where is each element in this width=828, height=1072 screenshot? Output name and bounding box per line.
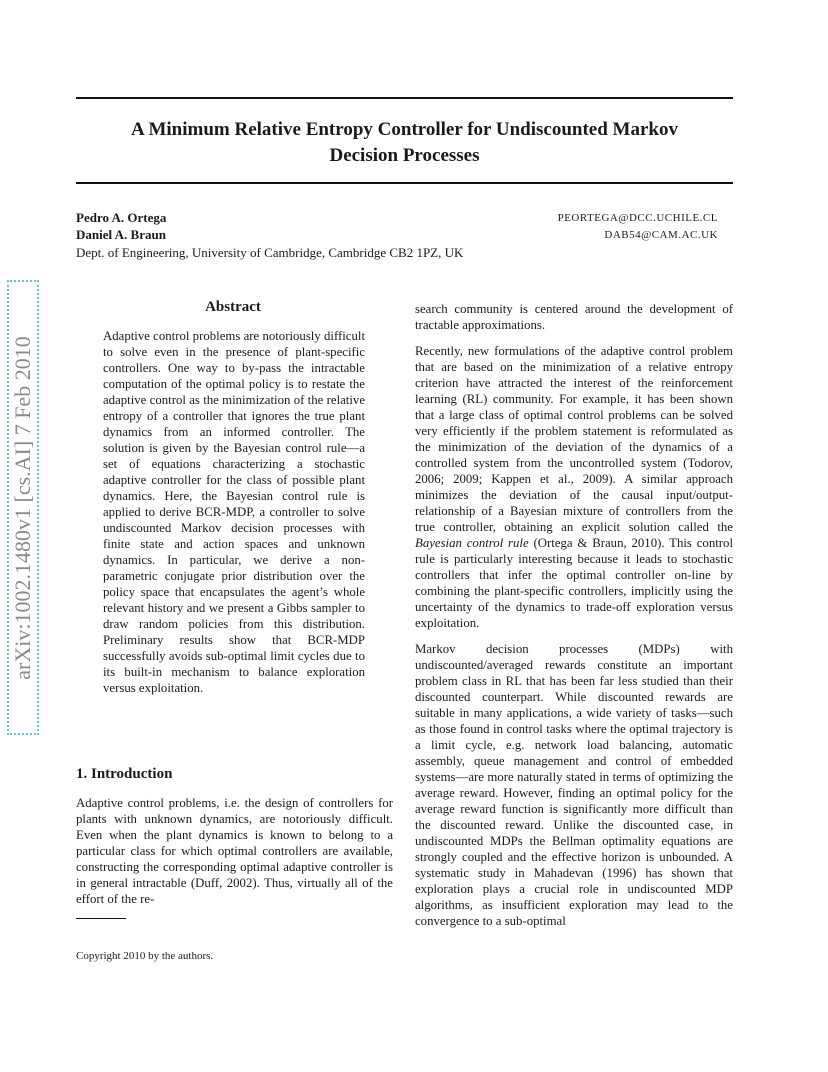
- introduction-paragraph-2: [415, 343, 733, 631]
- arxiv-stamp-text: arXiv:1002.1480v1 [cs.AI] 7 Feb 2010: [10, 335, 35, 680]
- paper-title: [76, 117, 733, 169]
- affiliation: Dept. of Engineering, University of Cambridge, Cambridge CB2 1PZ, UK: [76, 245, 464, 260]
- author-name-2: Daniel A. Braun: [76, 227, 166, 242]
- title-bottom-rule: [76, 182, 733, 184]
- paragraph-2-text-b: (Ortega & Braun, 2010). This control rule is particularly interesting because it leads to stochastic controllers that infer the optimal controller on-line by combining the plant-specific controllers, implicitly using the uncertainty of the dynamics to trade-off exploration versus exploitation.: [415, 536, 733, 630]
- bayesian-control-rule-term: Bayesian control rule: [415, 536, 529, 550]
- section-heading-introduction: 1. Introduction: [76, 766, 173, 782]
- introduction-paragraph-3: Markov decision processes (MDPs) with undiscounted/averaged rewards constitute an important problem class in RL that has been far less studied than their discounted counterpart. While discounted rewards are suitable in many applications, a wide variety of tasks—such as those found in control tasks where the optimal trajectory is a limit cycle, e.g. network load balancing, automatic assembly, queue management and control of embedded systems—are more naturally stated in terms of optimizing the average reward. However, finding an optimal policy for the average reward function is significantly more difficult than the discounted reward. Unlike the discounted case, in undiscounted MDPs the Bellman optimality equations are strongly coupled and the effective horizon is unbounded. A systematic study in Mahadevan (1996) has shown that exploration plays a crucial role in undiscounted MDP algorithms, as insufficient exploration may lead to the convergence to a sub-optimal: [415, 642, 733, 928]
- author-email-1: PEORTEGA@DCC.UCHILE.CL: [557, 212, 718, 224]
- abstract-heading: Abstract: [205, 299, 261, 315]
- introduction-left-column: [76, 795, 393, 917]
- author-email-2: DAB54@CAM.AC.UK: [604, 229, 718, 241]
- abstract-paragraph: Adaptive control problems are notoriously difficult to solve even in the presence of plant-specific controllers. One way to by-pass the intractable computation of the optimal policy is to restate the adaptive control as the minimization of the relative entropy of a controller that ignores the true plant dynamics from an informed controller. The solution is given by the Bayesian control rule—a set of equations characterizing a stochastic adaptive controller for the class of possible plant dynamics. Here, the Bayesian control rule is applied to derive BCR-MDP, a controller to solve undiscounted Markov decision processes with finite state and action spaces and unknown dynamics. In particular, we derive a non-parametric conjugate prior distribution over the policy space that encapsulates the agent’s whole relevant history and we present a Gibbs sampler to draw random policies from this distribution. Preliminary results show that BCR-MDP successfully avoids sub-optimal limit cycles due to its built-in mechanism to balance exploration versus exploitation.: [103, 329, 365, 695]
- paragraph-2-text-a: Recently, new formulations of the adaptive control problem that are based on the minimization of a relative entropy criterion have attracted the interest of the reinforcement learning (RL) community. For example, it has been shown that a large class of optimal control problems can be solved very efficiently if the problem statement is reformulated as the minimization of the deviation of the dynamics of a controlled system from the uncontrolled system (Todorov, 2006; 2009; Kappen et al., 2009). A similar approach minimizes the deviation of the causal input/output-relationship of a Bayesian mixture of controllers from the true controller, obtaining an explicit solution called the: [415, 344, 733, 534]
- copyright-footnote: Copyright 2010 by the authors.: [76, 950, 214, 962]
- footnote-rule: [76, 918, 126, 919]
- title-line-1: A Minimum Relative Entropy Controller for Undiscounted Markov: [131, 119, 678, 140]
- right-column: [415, 301, 733, 939]
- title-line-2: Decision Processes: [329, 145, 480, 166]
- arxiv-stamp: [7, 280, 39, 735]
- introduction-paragraph-1: Adaptive control problems, i.e. the design of controllers for plants with unknown dynamics, are notoriously difficult. Even when the plant dynamics is known to belong to a particular class for which optimal controllers are available, constructing the corresponding optimal adaptive controller is in general intractable (Duff, 2002). Thus, virtually all of the effort of the re-: [76, 796, 393, 906]
- introduction-paragraph-1-continued: search community is centered around the development of tractable approximations.: [415, 302, 733, 332]
- title-top-rule: [76, 97, 733, 99]
- abstract-body: [103, 328, 365, 706]
- author-name-1: Pedro A. Ortega: [76, 210, 167, 225]
